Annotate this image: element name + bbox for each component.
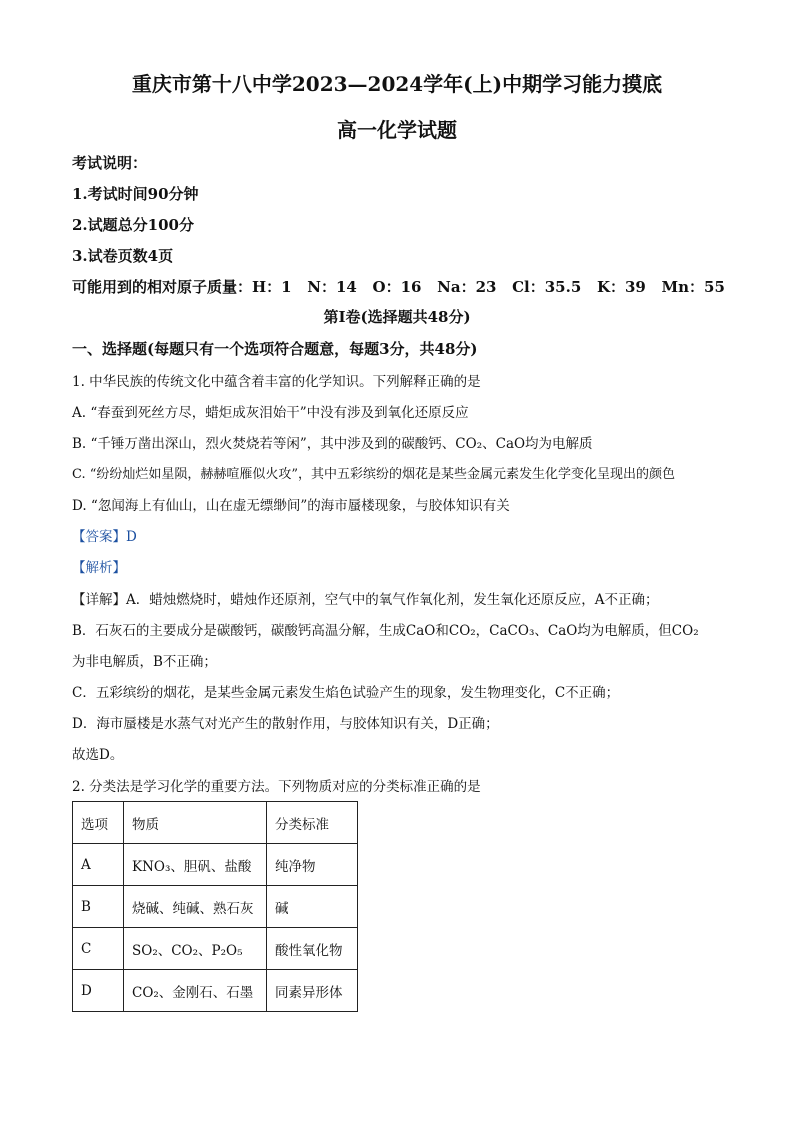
question-1-option-a: A. “春蚕到死丝方尽，蜡炬成灰泪始干”中没有涉及到氧化还原反应 — [72, 405, 469, 421]
instruction-item: 1.考试时间90分钟 — [72, 185, 199, 203]
question-1-option-b: B. “千锤万凿出深山，烈火焚烧若等闲”，其中涉及到的碳酸钙、CO₂、CaO均为电解质 — [72, 436, 593, 452]
table-header-cell: 物质 — [124, 802, 267, 844]
table-cell: 烧碱、纯碱、熟石灰 — [124, 886, 267, 928]
table-cell: B — [73, 886, 124, 928]
table-cell: 碱 — [267, 886, 358, 928]
analysis-label: 【解析】 — [72, 560, 126, 576]
question-1-option-c: C. “纷纷灿烂如星陨，赫赫喧雁似火攻”，其中五彩缤纷的烟花是某些金属元素发生化学变化呈现出的颜色 — [72, 467, 676, 482]
part-title: 第Ⅰ卷(选择题共48分) — [323, 308, 471, 326]
table-row — [73, 970, 358, 1012]
instruction-item: 3.试卷页数4页 — [72, 247, 174, 265]
classification-table — [72, 801, 358, 1012]
table-row — [73, 928, 358, 970]
table-cell: 酸性氧化物 — [267, 928, 358, 970]
table-header-cell: 选项 — [73, 802, 124, 844]
question-1-stem: 1. 中华民族的传统文化中蕴含着丰富的化学知识。下列解释正确的是 — [72, 374, 481, 390]
table-header-row — [73, 802, 358, 844]
section-title: 一、选择题(每题只有一个选项符合题意，每题3分，共48分) — [72, 340, 478, 358]
table-cell: CO₂、金刚石、石墨 — [124, 970, 267, 1012]
table-cell: 同素异形体 — [267, 970, 358, 1012]
detail-line: 故选D。 — [72, 747, 124, 763]
detail-line: C．五彩缤纷的烟花，是某些金属元素发生焰色试验产生的现象，发生物理变化，C不正确； — [72, 685, 620, 701]
question-1-option-d: D. “忽闻海上有仙山，山在虚无缥缈间”的海市蜃楼现象，与胶体知识有关 — [72, 498, 510, 514]
detail-line: 为非电解质，B不正确； — [72, 654, 217, 670]
table-cell: 纯净物 — [267, 844, 358, 886]
question-2-stem: 2. 分类法是学习化学的重要方法。下列物质对应的分类标准正确的是 — [72, 779, 481, 795]
table-row — [73, 844, 358, 886]
table-cell: D — [73, 970, 124, 1012]
answer-label: 【答案】D — [72, 529, 137, 545]
atomic-masses: 可能用到的相对原子质量：H：1 N：14 O：16 Na：23 Cl：35.5 K：39 Mn：55 — [72, 278, 725, 296]
table-header-cell: 分类标准 — [267, 802, 358, 844]
detail-line: 【详解】A．蜡烛燃烧时，蜡烛作还原剂，空气中的氧气作氧化剂，发生氧化还原反应，A不正确； — [72, 592, 659, 608]
exam-subtitle: 高一化学试题 — [337, 118, 457, 142]
detail-line: D．海市蜃楼是水蒸气对光产生的散射作用，与胶体知识有关，D正确； — [72, 716, 499, 732]
table-cell: KNO₃、胆矾、盐酸 — [124, 844, 267, 886]
table-cell: SO₂、CO₂、P₂O₅ — [124, 928, 267, 970]
instructions-heading: 考试说明： — [72, 154, 148, 172]
table-cell: C — [73, 928, 124, 970]
instruction-item: 2.试题总分100分 — [72, 216, 194, 234]
table-cell: A — [73, 844, 124, 886]
exam-title: 重庆市第十八中学2023—2024学年(上)中期学习能力摸底 — [131, 72, 663, 96]
detail-line: B．石灰石的主要成分是碳酸钙，碳酸钙高温分解，生成CaO和CO₂，CaCO₃、CaO均为电解质，但CO₂ — [72, 623, 699, 639]
table-row — [73, 886, 358, 928]
